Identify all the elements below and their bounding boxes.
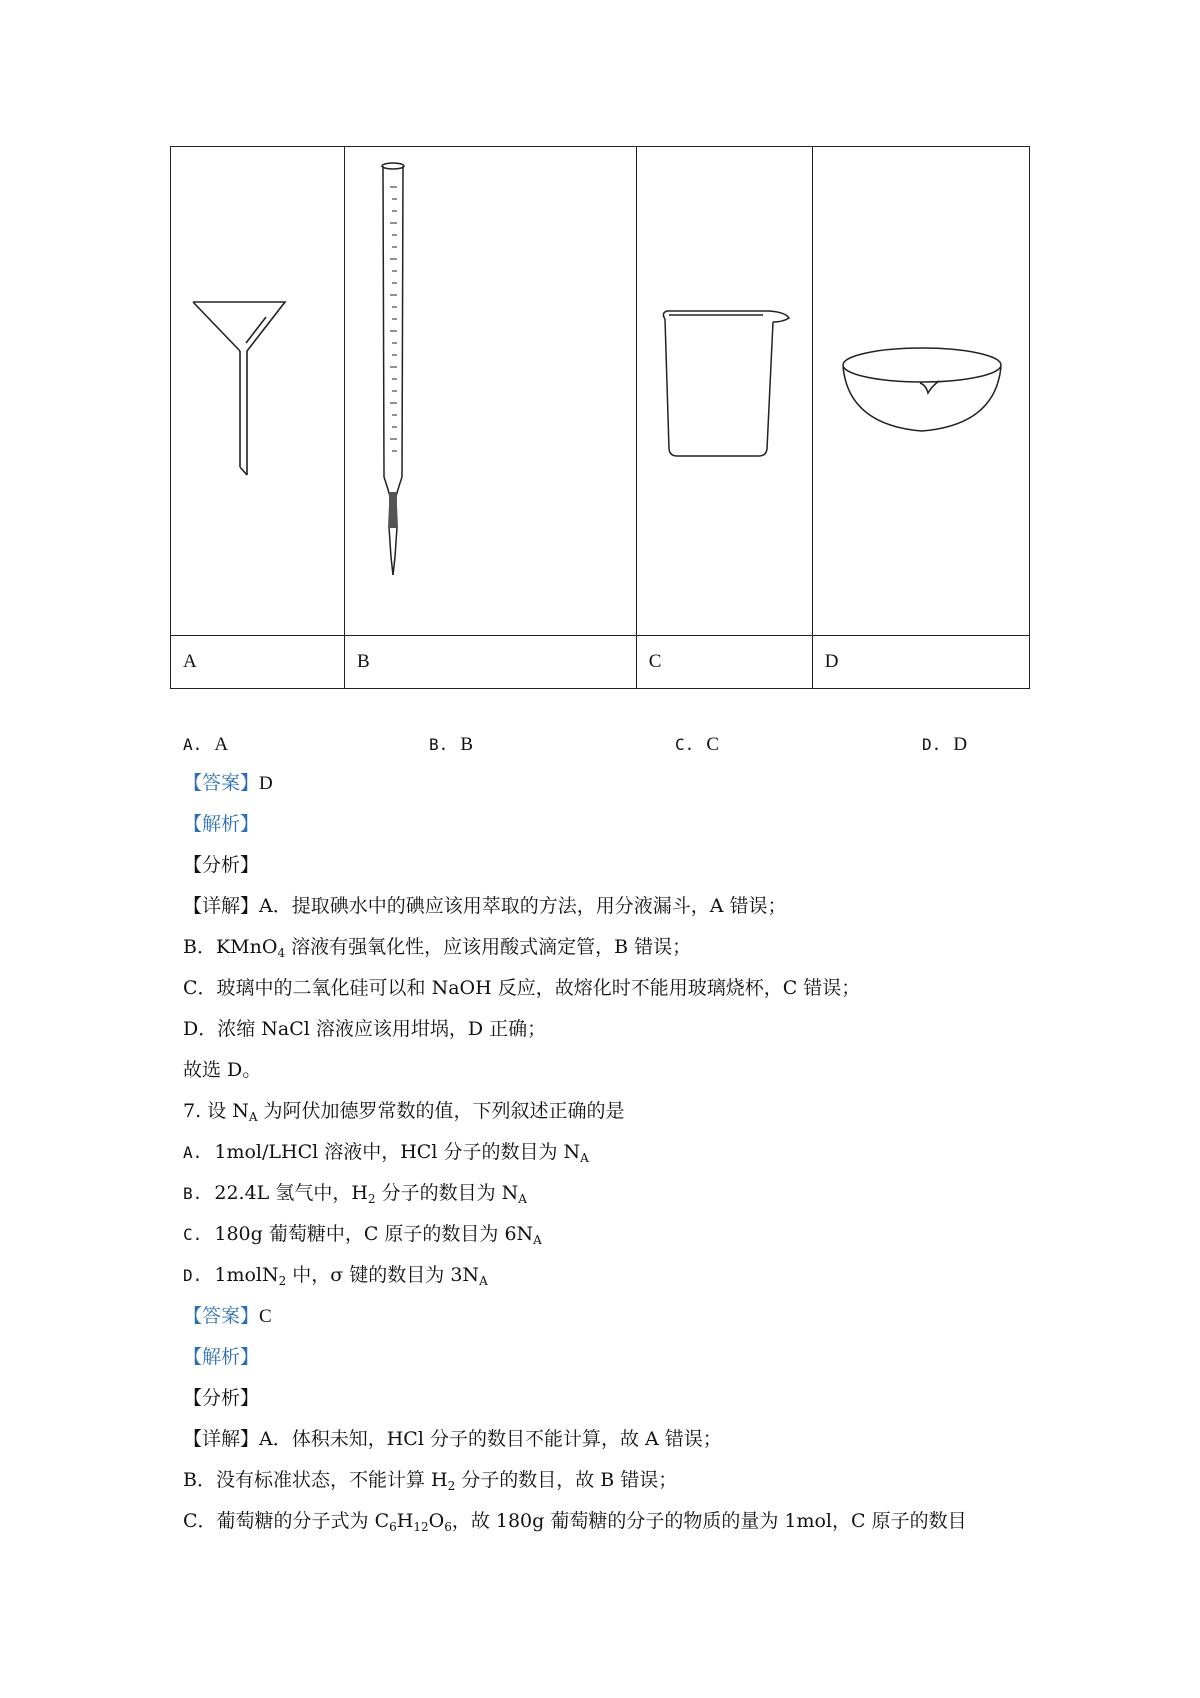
- q7-option-c: C. 180g 葡萄糖中，C 原子的数目为 $6N_A$: [183, 1223, 542, 1247]
- evaporating-dish-icon: [813, 147, 1028, 635]
- cell-funnel: [171, 147, 345, 636]
- q6-detail-a: 【详解】A．提取碘水中的碘应该用萃取的方法，用分液漏斗，A 错误；: [183, 895, 787, 917]
- q6-detail-d: D．浓缩 NaCl 溶液应该用坩埚，D 正确；: [183, 1018, 547, 1040]
- label-cell-b: B: [345, 636, 637, 689]
- label-cell-d: D: [812, 636, 1029, 689]
- jiexi-tag: 【解析】: [183, 813, 260, 835]
- q7-option-b: B. 22.4L 氢气中，$H_2$ 分子的数目为 $N_A$: [183, 1182, 527, 1206]
- q7-detail-b: B．没有标准状态，不能计算 $H_2$ 分子的数目，故 B 错误；: [183, 1469, 678, 1493]
- q6-choice-b: B. B: [429, 734, 474, 755]
- q6-choice-c: C. C: [675, 734, 720, 755]
- beaker-icon: [637, 147, 811, 635]
- label-cell-c: C: [636, 636, 812, 689]
- q7-stem: 7. 设 $N_A$ 为阿伏加德罗常数的值，下列叙述正确的是: [183, 1100, 625, 1124]
- q6-detail-c: C．玻璃中的二氧化硅可以和 NaOH 反应，故熔化时不能用玻璃烧杯，C 错误；: [183, 977, 861, 999]
- q7-fenxi: 【分析】: [183, 1387, 260, 1409]
- burette-icon: [345, 147, 634, 635]
- q6-choice-d: D. D: [922, 734, 968, 755]
- answer-tag: 【答案】: [183, 1305, 260, 1327]
- jiexi-tag: 【解析】: [183, 1346, 260, 1368]
- q6-fenxi: 【分析】: [183, 854, 260, 876]
- answer-tag: 【答案】: [183, 772, 260, 794]
- label-cell-a: A: [171, 636, 345, 689]
- q6-choice-a: A. A: [183, 734, 229, 755]
- cell-evaporating-dish: [812, 147, 1029, 636]
- q6-detail-b: B．KMnO$_4$ 溶液有强氧化性，应该用酸式滴定管，B 错误；: [183, 936, 692, 960]
- q7-detail-a: 【详解】A．体积未知，HCl 分子的数目不能计算，故 A 错误；: [183, 1428, 722, 1450]
- q7-jiexi: [183, 1345, 259, 1369]
- cell-beaker: [636, 147, 812, 636]
- q7-detail-c: C．葡萄糖的分子式为 $C_6H_{12}O_6$，故 180g 葡萄糖的分子的物质的量为 1mol，C 原子的数目: [183, 1510, 967, 1534]
- q7-option-d: D. 1molN$_2$ 中，σ 键的数目为 $3N_A$: [183, 1264, 488, 1288]
- q6-answer: 【答案】D: [183, 772, 273, 794]
- apparatus-table: [170, 146, 1030, 689]
- cell-burette: [345, 147, 637, 636]
- q7-answer: 【答案】C: [183, 1305, 272, 1327]
- q6-jiexi: [183, 812, 259, 836]
- q6-conclusion: 故选 D。: [183, 1059, 262, 1081]
- funnel-icon: [171, 147, 343, 635]
- q7-option-a: A. 1mol/LHCl 溶液中，HCl 分子的数目为 $N_A$: [183, 1141, 589, 1165]
